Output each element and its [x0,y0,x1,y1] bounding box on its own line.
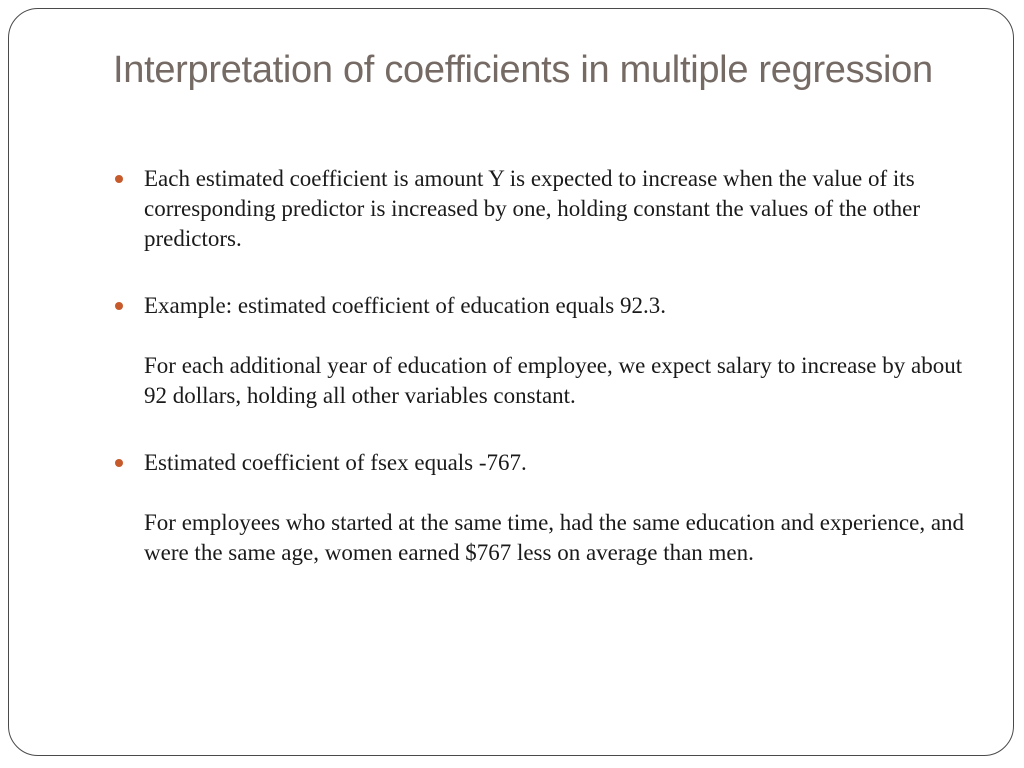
bullet-item-education-example [113,291,973,411]
bullet-detail: For employees who started at the same time, had the same education and experience, and were the same age, women earned $767 less on average than men. [144,510,965,565]
bullet-text: Estimated coefficient of fsex equals -767. [144,450,527,475]
bullet-marker [115,175,123,183]
bullet-list [113,164,973,568]
bullet-detail: For each additional year of education of employee, we expect salary to increase by about 92 dollars, holding all other variables constant. [144,353,963,408]
bullet-item-coefficient-definition [113,164,973,254]
bullet-item-fsex-example [113,448,973,568]
bullet-marker [115,302,123,310]
bullet-marker [115,459,123,467]
bullet-text: Each estimated coefficient is amount Y is expected to increase when the value of its corresponding predictor is increased by one, holding constant the values of the other predictors. [144,166,921,251]
slide-title: Interpretation of coefficients in multiple regression [113,49,933,91]
bullet-text: Example: estimated coefficient of education equals 92.3. [144,293,667,318]
